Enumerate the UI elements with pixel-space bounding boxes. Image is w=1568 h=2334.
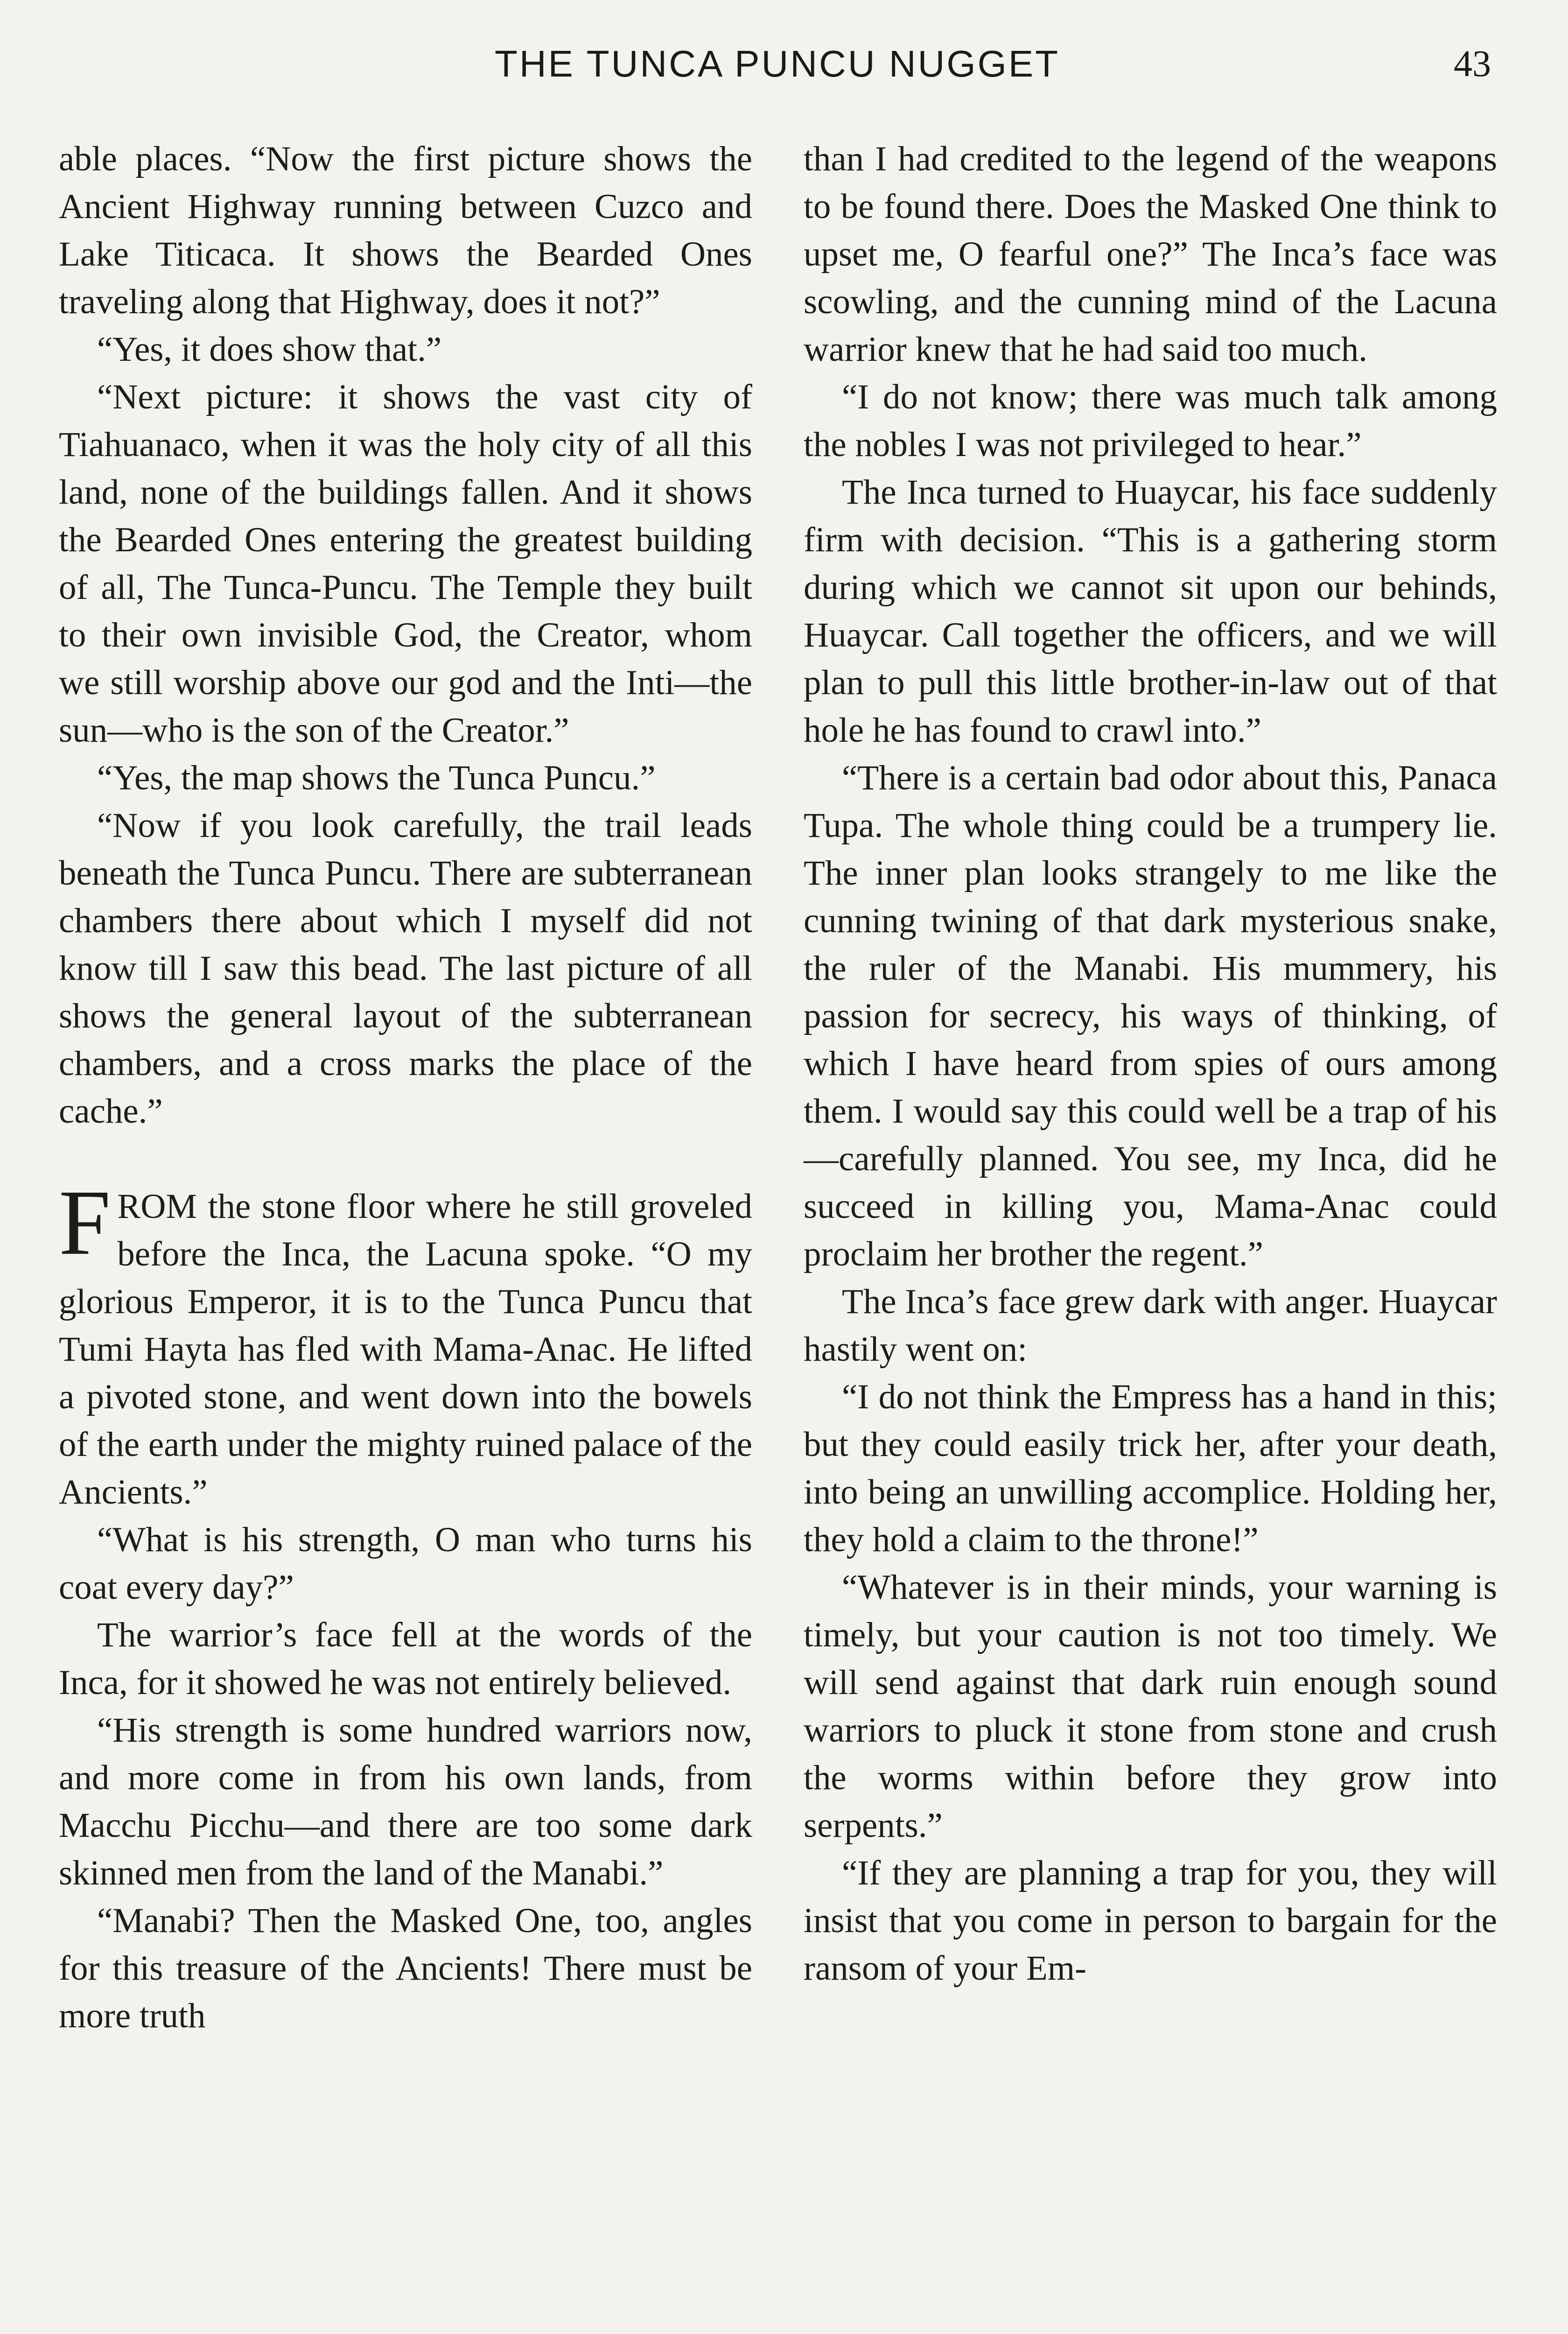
dropcap-paragraph-text: ROM the stone floor where he still groveled before the Inca, the Lacuna spoke. “O my glorious Emperor, it is to the Tunca Puncu that Tumi Hayta has fled with Mama-Anac. He lifted a pivoted stone, and went down into the bowels of the earth under the mighty ruined palace of the Ancients.” bbox=[59, 1187, 752, 1511]
paragraph: The Inca turned to Huaycar, his face suddenly firm with decision. “This is a gathering storm during which we cannot sit upon our behinds, Huaycar. Call together the officers, and we will plan to pull this little brother-in-law out of that hole he has found to crawl into.” bbox=[804, 473, 1497, 750]
paragraph: “If they are planning a trap for you, they will insist that you come in person to bargain for the ransom of your Em- bbox=[804, 1854, 1497, 1988]
paragraph: “There is a certain bad odor about this, Panaca Tupa. The whole thing could be a trumpery lie. The inner plan looks strangely to me like the cunning twining of that dark mysterious snake, the ruler of the Manabi. His mummery, his passion for secrecy, his ways of thinking, of which I have heard from spies of ours among them. I would say this could well be a trap of his—carefully planned. You see, my Inca, did he succeed in killing you, Mama-Anac could proclaim her brother the regent.” bbox=[804, 759, 1497, 1273]
paragraph: able places. “Now the first picture shows the Ancient Highway running between Cuzco and Lake Titicaca. It shows the Bearded Ones traveling along that Highway, does it not?” bbox=[59, 140, 752, 321]
paragraph: than I had credited to the legend of the weapons to be found there. Does the Masked One think to upset me, O fearful one?” The Inca’s face was scowling, and the cunning mind of the Lacuna warrior knew that he had said too much. bbox=[804, 140, 1497, 369]
paragraph: “I do not know; there was much talk among the nobles I was not privileged to hear.” bbox=[804, 378, 1497, 464]
paragraph: “I do not think the Empress has a hand in this; but they could easily trick her, after your death, into being an unwilling accomplice. Holding her, they hold a claim to the throne!” bbox=[804, 1378, 1497, 1559]
right-column bbox=[804, 135, 1497, 1992]
paragraph: “Next picture: it shows the vast city of Tiahuanaco, when it was the holy city of all this land, none of the buildings fallen. And it shows the Bearded Ones entering the greatest building of all, The Tunca-Puncu. The Temple they built to their own invisible God, the Creator, whom we still worship above our god and the Inti—the sun—who is the son of the Creator.” bbox=[59, 378, 752, 750]
dropcap-paragraph bbox=[59, 1171, 752, 1516]
paragraph: “What is his strength, O man who turns his coat every day?” bbox=[59, 1520, 752, 1607]
paragraph: “Now if you look carefully, the trail leads beneath the Tunca Puncu. There are subterranean chambers there about which I myself did not know till I saw this bead. The last picture of all shows the general layout of the subterranean chambers, and a cross marks the place of the cache.” bbox=[59, 806, 752, 1131]
paragraph: “Manabi? Then the Masked One, too, angles for this treasure of the Ancients! There must be more truth bbox=[59, 1901, 752, 2035]
left-column bbox=[59, 135, 752, 2040]
paragraph: “Whatever is in their minds, your warning is timely, but your caution is not too timely. We will send against that dark ruin enough sound warriors to pluck it stone from stone and crush the worms within before they grow into serpents.” bbox=[804, 1568, 1497, 1845]
running-title: THE TUNCA PUNCU NUGGET bbox=[495, 43, 1060, 84]
paragraph: The Inca’s face grew dark with anger. Huaycar hastily went on: bbox=[804, 1282, 1497, 1369]
paragraph: The warrior’s face fell at the words of the Inca, for it showed he was not entirely believed. bbox=[59, 1616, 752, 1702]
page-header bbox=[0, 38, 1568, 90]
paragraph: “Yes, the map shows the Tunca Puncu.” bbox=[97, 759, 656, 797]
paragraph: “Yes, it does show that.” bbox=[97, 330, 442, 369]
paragraph: “His strength is some hundred warriors now, and more come in from his own lands, from Macchu Picchu—and there are too some dark skinned men from the land of the Manabi.” bbox=[59, 1711, 752, 1892]
page-number: 43 bbox=[1454, 43, 1491, 84]
dropcap-letter: F bbox=[59, 1171, 111, 1274]
